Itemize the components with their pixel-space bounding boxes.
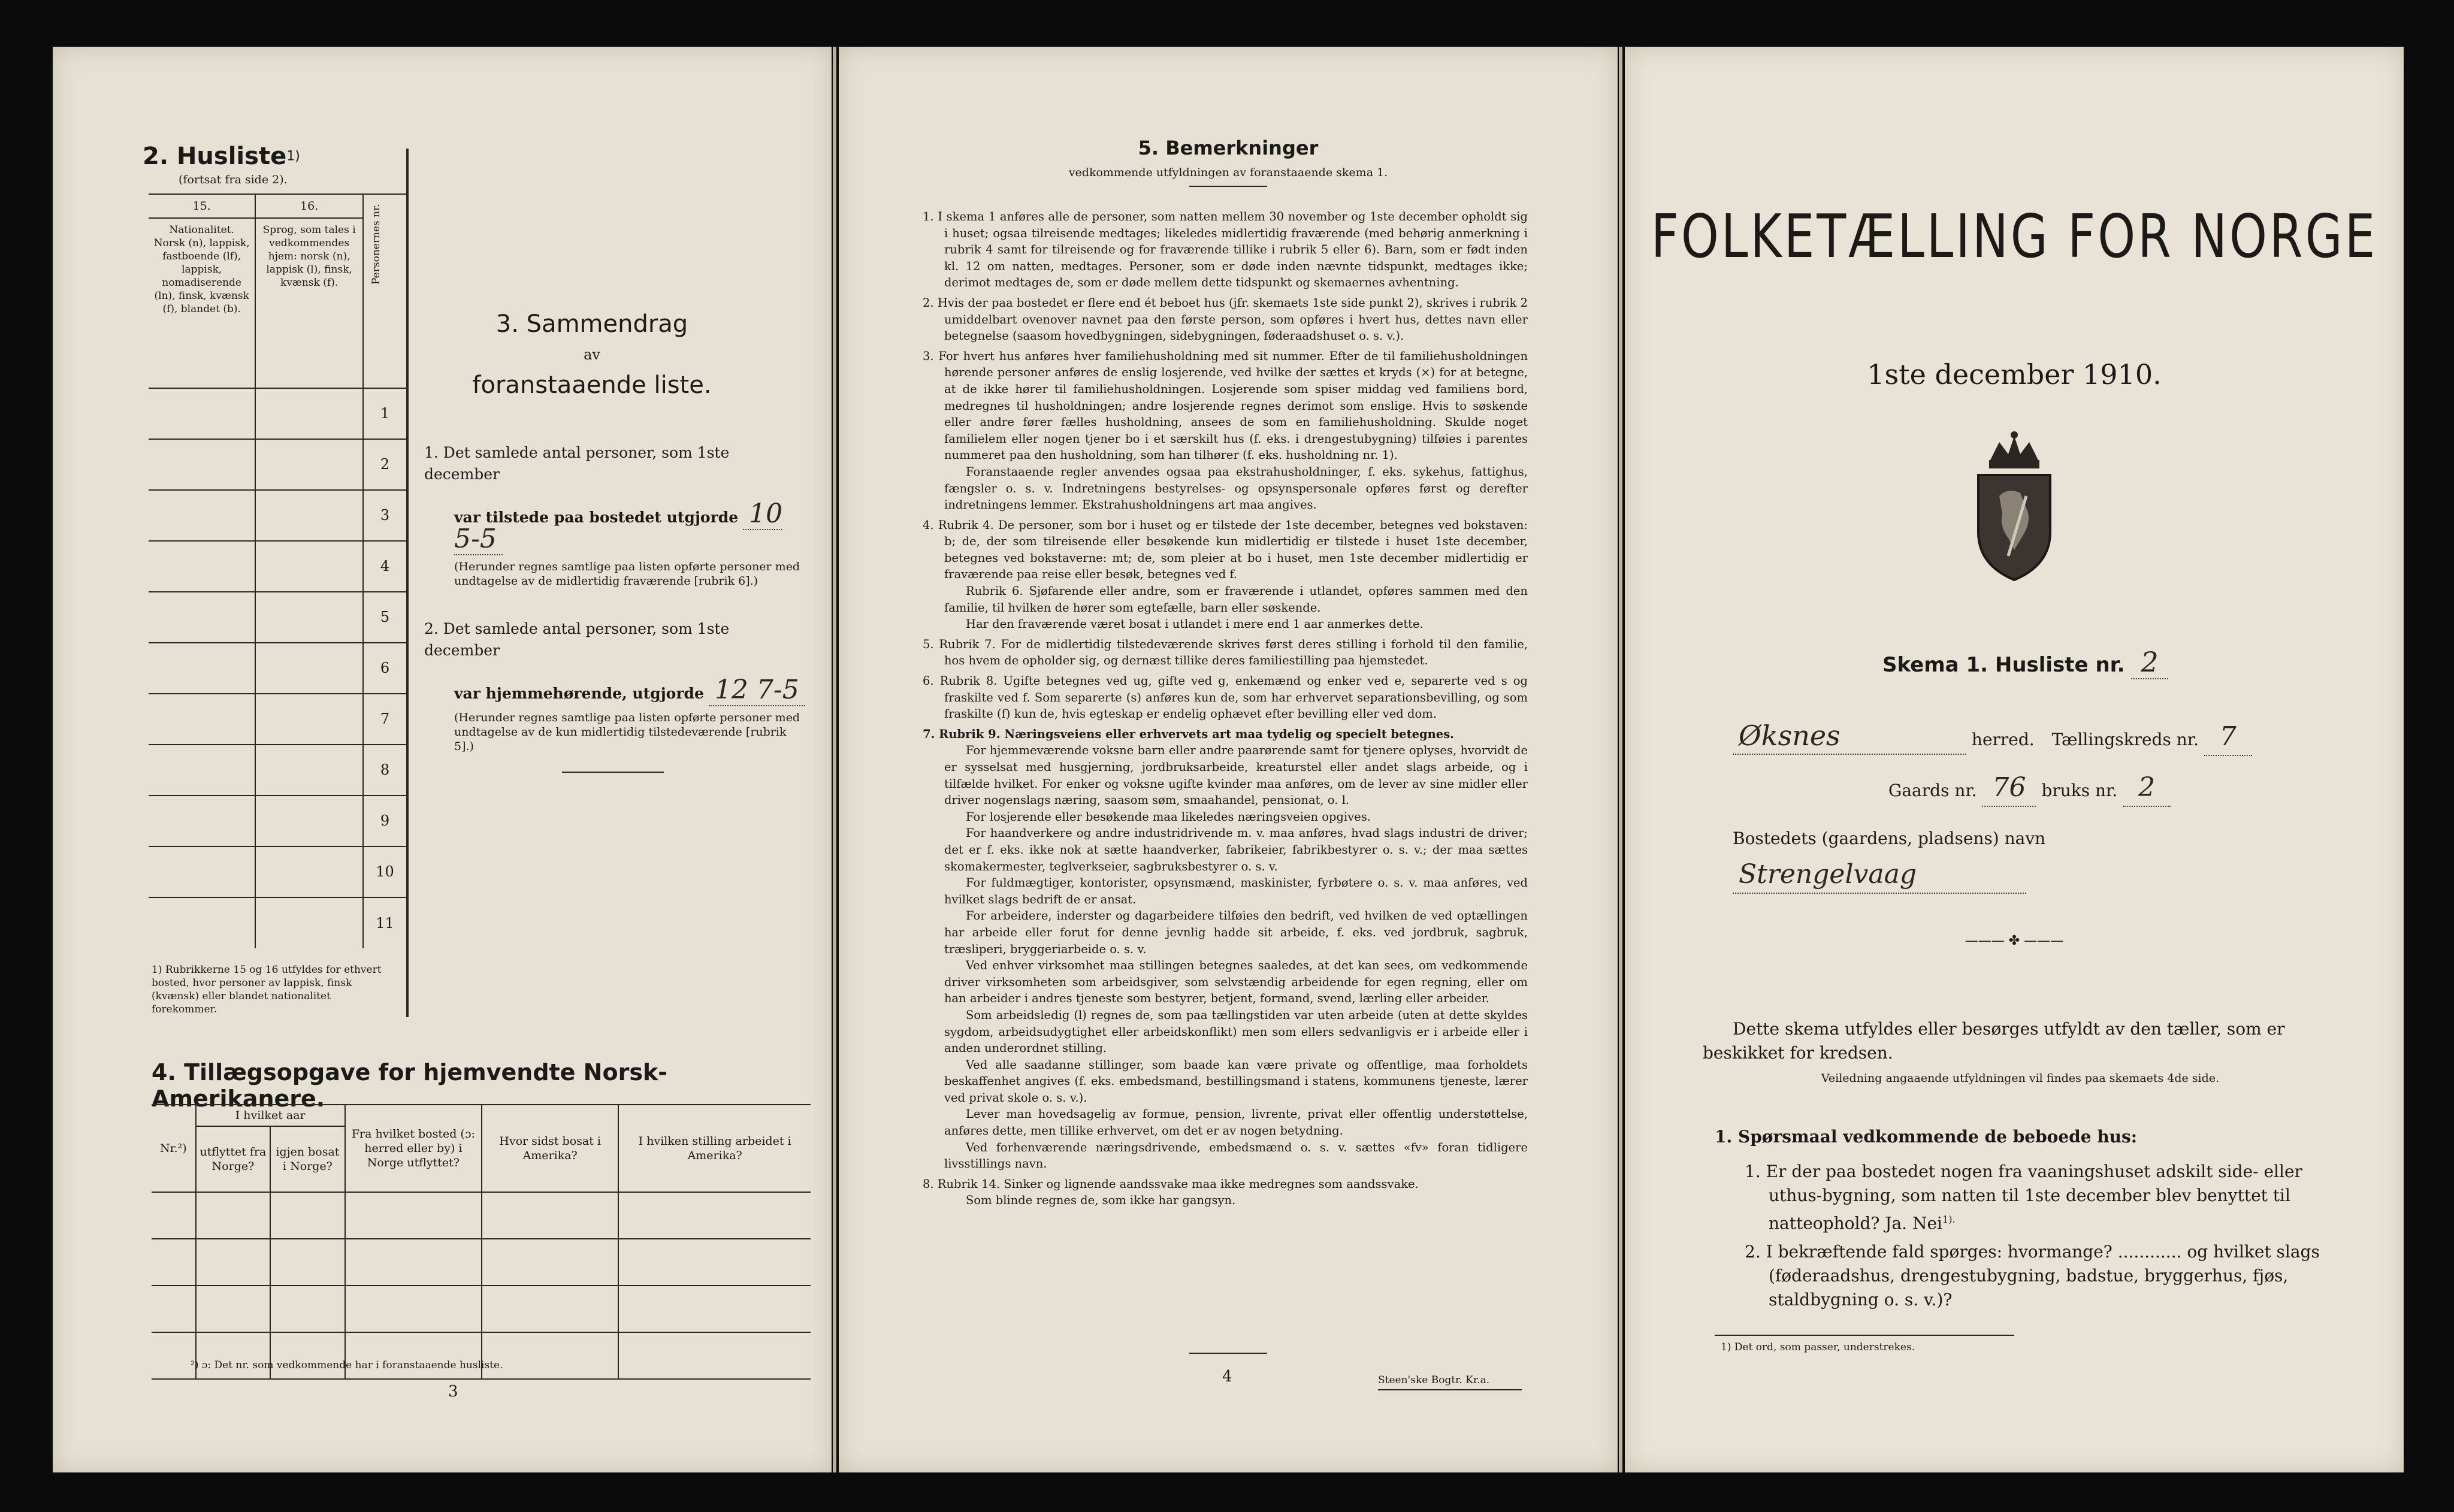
row-number: 9 [363, 796, 406, 846]
divider [1189, 1353, 1267, 1354]
main-title: FOLKETÆLLING FOR NORGE [1651, 201, 2378, 271]
page-fold [1619, 47, 1622, 1472]
page3-footnote: 1) Det ord, som passer, understrekes. [1721, 1341, 1915, 1353]
remark: Ved alle saadanne stillinger, som baade kan være private og offentlige, maa forholdets beskaffenhet angives (f. eks. embedsmand, bestillingsmand i statens, kommunens tjeneste, lærer ved privat skole o. s. v.). [944, 1057, 1528, 1105]
remark: Har den fraværende været bosat i utlandet i mere end 1 aar anmerkes dette. [966, 617, 1424, 631]
s4-col-igjen: igjen bosat i Norge? [270, 1126, 345, 1192]
coat-of-arms-icon [1966, 430, 2062, 586]
summary-item2-label: var hjemmehørende, utgjorde [454, 685, 704, 702]
remark: 6. Rubrik 8. Ugifte betegnes ved ug, gifte ved g, enkemænd og enker ved e, separerte ved s og fraskilte ved f. Som separerte (s) anføres kun de, som har erhvervet separationsbevilling, og som fraskilte (f) kun de, hvis egteskap er endelig ophævet efter bevilling eller ved dom. [923, 674, 1528, 721]
remark: 4. Rubrik 4. De personer, som bor i huset og er tilstede der 1ste december, betegnes ved bokstaven: b; de, der som tilreisende eller besøkende kun midlertidig er tilstede i huset 1ste december, betegnes ved bokstaverne: mt; de, som pleier at bo i huset, men 1ste december midlertidig er fraværende paa reise eller besøk, betegnes ved f. [923, 518, 1528, 582]
ornament-icon: ——— ✤ ——— [1965, 933, 2064, 948]
s4-col-sidst-bosat: Hvor sidst bosat i Amerika? [482, 1105, 618, 1192]
gaards-value: 76 [1982, 770, 2036, 807]
page-middle [839, 47, 1618, 1472]
row-number: 7 [363, 694, 406, 745]
divider [562, 772, 664, 773]
s4-col-utflyttet: utflyttet fra Norge? [196, 1126, 271, 1192]
remark: Som arbeidsledig (l) regnes de, som paa tællingstiden var uten arbeide (uten at dette skyldes sygdom, arbeidsudygtighet eller arbeidskonflikt) men som ellers sedvanligvis er i arbeide eller i anden underordnet stilling. [944, 1008, 1528, 1056]
census-date: 1ste december 1910. [1867, 358, 2162, 391]
herred-value: Øksnes [1733, 718, 1966, 755]
summary-subtitle: foranstaaende liste. [472, 371, 712, 399]
remark: 5. Rubrik 7. For de midlertidig tilstedeværende skrives først deres stilling i forhold til den familie, hos hvem de opholder sig, og dernæst tillike deres familiestilling paa hjemstedet. [923, 637, 1528, 668]
summary-title-av: av [584, 346, 600, 363]
kreds-value: 7 [2204, 719, 2252, 756]
s4-col-hvilket-aar: I hvilket aar [196, 1105, 345, 1126]
instruction-small: Veiledning angaaende utfyldningen vil findes paa skemaets 4de side. [1821, 1072, 2220, 1085]
herred-label: herred. [1971, 730, 2035, 749]
row-number: 3 [363, 490, 406, 541]
summary-item2-note: (Herunder regnes samtlige paa listen opførte personer med undtagelse av de kun midlertidig tilstedeværende [rubrik 5].) [454, 711, 800, 753]
remark: For losjerende eller besøkende maa likeledes næringsveien opgives. [966, 809, 1371, 824]
remark: 8. Rubrik 14. Sinker og lignende aandssvake maa ikke medregnes som aandssvake. [923, 1177, 1419, 1191]
summary-item1-note: (Herunder regnes samtlige paa listen opførte personer med undtagelse av de midlertidig fraværende [rubrik 6].) [454, 560, 800, 588]
row-number: 5 [363, 592, 406, 643]
husliste-table [149, 193, 406, 948]
husliste-subtitle: (fortsat fra side 2). [179, 173, 288, 186]
remark: 2. Hvis der paa bostedet er flere end ét beboet hus (jfr. skemaets 1ste side punkt 2), skrives i rubrik 2 umiddelbart ovenover navnet paa den første person, som opføres i hvert hus, dettes navn eller betegnelse (saasom hovedbygningen, sidebygningen, føderaadshuset o. s. v.). [923, 295, 1528, 343]
row-number: 8 [363, 745, 406, 796]
page-fold [833, 47, 836, 1472]
bruks-label: bruks nr. [2041, 781, 2118, 800]
remark: 7. Rubrik 9. Næringsveiens eller erhvervets art maa tydelig og specielt betegnes. [923, 727, 1454, 741]
bruks-value: 2 [2123, 770, 2171, 807]
page-number: 4 [1222, 1368, 1232, 1386]
kreds-label: Tællingskreds nr. [2051, 730, 2199, 749]
husliste-title: 2. Husliste [143, 143, 287, 170]
col15-number: 15. [149, 194, 255, 218]
remark: For arbeidere, inderster og dagarbeidere tilføies den bedrift, ved hvilken de ved optællingen har arbeide eller forut for denne jevnlig hadde sit arbeide, f. eks. ved jordbruk, sagbruk, træsliperi, bryggeriarbeide o. s. v. [944, 909, 1528, 956]
col-personernes-nr [363, 194, 406, 388]
bosted-label: Bostedets (gaardens, pladsens) navn [1733, 828, 2046, 848]
question-heading: 1. Spørsmaal vedkommende de beboede hus: [1715, 1127, 2138, 1147]
remark: Lever man hovedsagelig av formue, pension, livrente, privat eller offentlig understøttelse, anføres dette, men tillike erhvervet, om det er av nogen betydning. [944, 1107, 1528, 1138]
summary-item1-text: 1. Det samlede antal personer, som 1ste december [424, 444, 730, 483]
remark: Foranstaaende regler anvendes ogsaa paa ekstrahusholdninger, f. eks. sykehus, fattighus, fængsler o. s. v. Indretningens bestyrelses- og opsynspersonale opføres først og derefter indretningens lemmer. Ekstrahusholdningens art maa angives. [944, 464, 1528, 512]
summary-item2-text: 2. Det samlede antal personer, som 1ste december [424, 620, 730, 659]
vertical-rule [406, 149, 409, 1017]
remark: For haandverkere og andre industridrivende m. v. maa anføres, hvad slags industri de driver; det er f. eks. ikke nok at sætte haandverker, fabrikeier, fabrikbestyrer o. s. v.; der maa sættes skomakermester, teglverkseier, sagbruksbestyrer o. s. v. [944, 826, 1528, 873]
remark: Ved enhver virksomhet maa stillingen betegnes saaledes, at det kan sees, om vedkommende driver virksomheten som arbeidsgiver, som selvstændig arbeidende for egen regning, eller om han arbeider i andres tjeneste som bestyrer, betjent, formand, svend, lærling eller arbeider. [944, 958, 1528, 1006]
s4-col-nr: Nr.²) [152, 1105, 196, 1192]
remarks-title: 5. Bemerkninger [1138, 137, 1319, 159]
husliste-nr: 2 [2131, 646, 2168, 679]
col16-number: 16. [255, 194, 363, 218]
summary-item2-value: 12 7-5 [709, 675, 805, 706]
row-number: 11 [363, 897, 406, 948]
remark: For hjemmeværende voksne barn eller andre paarørende samt for tjenere oplyses, hvorvidt de er sysselsat med husgjerning, jordbruksarbeide, kreaturstel eller andet slags arbeide, og i tilfælde hvilket. For enker og voksne ugifte kvinder maa anføres, om de lever av sine midler eller driver nogenslags næring, saasom søm, smaahandel, pensionat, o. l. [944, 743, 1528, 808]
printer-mark: Steen'ske Bogtr. Kr.a. [1378, 1374, 1522, 1390]
husliste-sup: 1) [286, 149, 300, 164]
husliste-footnote: 1) Rubrikkerne 15 og 16 utfyldes for ethvert bosted, hvor personer av lappisk, finsk (kvænsk) eller blandet nationalitet forekommer. [152, 964, 382, 1015]
summary-title: 3. Sammendrag [495, 310, 688, 338]
remark: 1. I skema 1 anføres alle de personer, som natten mellem 30 november og 1ste december opholdt sig i huset; ogsaa tilreisende medtages; likeledes midlertidig fraværende (med behørig anmerkning i rubrik 4 samt for tilreisende og for fraværende tillike i rubrik 5 eller 6). Barn, som er født inden kl. 12 om natten, medtages. Personer, som er døde inden nævnte tidspunkt, medtages ikke; derimot medtages de, som er døde mellem dette tidspunkt og skemaernes avhentning. [923, 210, 1528, 290]
col-pnr-label: Personernes nr. [370, 204, 382, 285]
s4-col-stilling: I hvilken stilling arbeidet i Amerika? [618, 1105, 811, 1192]
page-right [1625, 47, 2404, 1472]
bosted-value: Strengelvaag [1733, 857, 2026, 894]
question-2-rest: (føderaadshus, drengestubygning, badstue, bryggerhus, fjøs, staldbygning o. s. v.)? [1769, 1266, 2289, 1310]
remark: Ved forhenværende næringsdrivende, embedsmænd o. s. v. sættes «fv» foran tidligere livsstillings navn. [944, 1140, 1528, 1171]
question-1: 1. Er der paa bostedet nogen fra vaaningshuset adskilt side- eller uthus-bygning, som natten til 1ste december blev benyttet til natteophold? Ja. Nei [1745, 1162, 2302, 1233]
s4-col-fra-bosted: Fra hvilket bosted (ɔ: herred eller by) i Norge utflyttet? [345, 1105, 482, 1192]
remarks-list [923, 208, 1528, 1209]
instruction-text: Dette skema utfyldes eller besørges utfyldt av den tæller, som er beskikket for kredsen. [1703, 1019, 2285, 1063]
row-number: 6 [363, 643, 406, 694]
question-1-sup: 1). [1942, 1214, 1956, 1225]
question-2: 2. I bekræftende fald spørges: hvormange? ............ og hvilket slags [1745, 1242, 2320, 1262]
gaards-label: Gaards nr. [1888, 781, 1977, 800]
remark: For fuldmægtiger, kontorister, opsynsmænd, maskinister, fyrbøtere o. s. v. maa anføres, ved hvilket slags bedrift de er ansat. [944, 876, 1528, 906]
skema-label: Skema 1. Husliste nr. [1882, 653, 2125, 677]
summary-item1-label: var tilstede paa bostedet utgjorde [454, 509, 739, 526]
section4-footnote: ²) ɔ: Det nr. som vedkommende har i foranstaaende husliste. [191, 1359, 503, 1371]
remark: Rubrik 6. Sjøfarende eller andre, som er fraværende i utlandet, opføres sammen med den familie, til hvilken de hører som egtefælle, barn eller søskende. [944, 584, 1528, 615]
divider [1189, 186, 1267, 187]
row-number: 10 [363, 846, 406, 897]
page-number: 3 [448, 1383, 458, 1401]
row-number: 1 [363, 388, 406, 439]
col15-header: Nationalitet. Norsk (n), lappisk, fastboende (lf), lappisk, nomadiserende (ln), finsk, kvænsk (f), blandet (b). [149, 218, 255, 388]
row-number: 2 [363, 439, 406, 490]
section4-title: 4. Tillægsopgave for hjemvendte Norsk-Amerikanere. [152, 1059, 667, 1112]
remark: 3. For hvert hus anføres hver familiehusholdning med sit nummer. Efter de til familiehusholdningen hørende personer anføres de enslig losjerende, ved hvilke der sættes et kryds (×) for at betegne, at de ikke hører til familiehusholdningen. Losjerende som spiser middag ved familiens bord, medregnes til husholdningen; andre losjerende regnes derimot som enslige. Hvis to søskende eller andre fører fælles husholdning, ansees de som en familiehusholdning. Skulde noget familielem eller nogen tjener bo i et særskilt hus (f. eks. i drengestubygning) tilføies i parentes nummeret paa den husholdning, som han tilhører (f. eks. husholdning nr. 1). [923, 349, 1528, 462]
divider [1715, 1335, 2014, 1336]
col16-header: Sprog, som tales i vedkommendes hjem: norsk (n), lappisk (l), finsk, kvænsk (f). [255, 218, 363, 388]
remarks-subtitle: vedkommende utfyldningen av foranstaaende skema 1. [1068, 166, 1388, 179]
summary-item1-value: 10 5-5 [454, 498, 783, 554]
page-left [53, 47, 832, 1472]
row-number: 4 [363, 541, 406, 592]
section4-table [152, 1104, 811, 1380]
remark: Som blinde regnes de, som ikke har gangsyn. [966, 1193, 1236, 1208]
